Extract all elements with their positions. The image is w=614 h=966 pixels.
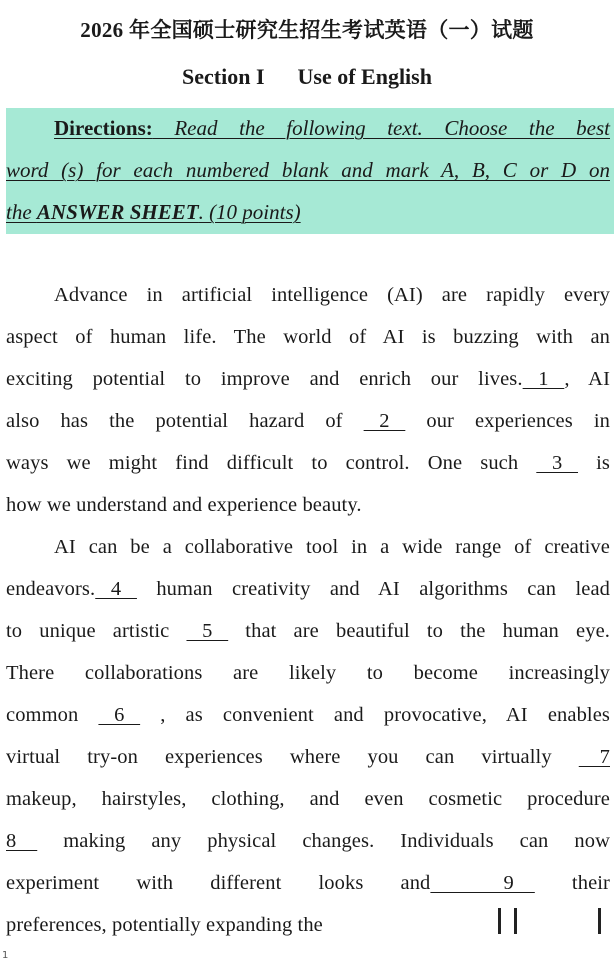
- text-segment: Advance in artificial intelligence (AI) are rapidly every: [54, 284, 610, 306]
- paragraph1-line-2: [6, 326, 610, 349]
- paragraph1-line-4: [6, 410, 610, 433]
- text-segment: human creativity and AI algorithms can lead: [136, 578, 610, 600]
- text-segment: experiment with different looks and: [6, 872, 431, 894]
- text-segment: makeup, hairstyles, clothing, and even cosmetic procedure: [6, 788, 610, 810]
- cropped-text-fragment: [498, 908, 608, 934]
- paragraph1-line-3: [6, 368, 610, 391]
- paragraph2-line-5: [6, 704, 610, 727]
- blank-5: 5: [186, 620, 229, 642]
- directions-text-3a: the: [6, 200, 37, 224]
- answer-sheet-label: ANSWER SHEET: [36, 200, 199, 224]
- directions-label: Directions:: [54, 116, 153, 140]
- blank-8: 8: [6, 830, 38, 852]
- text-segment: common: [6, 704, 99, 726]
- blank-4: 4: [95, 578, 137, 600]
- paragraph2-line-8: [6, 830, 610, 853]
- section-heading: Section I Use of English: [182, 64, 432, 89]
- text-segment: how we understand and experience beauty.: [6, 494, 362, 516]
- paragraph2-line-2: [6, 578, 610, 601]
- paragraph2-line-6: [6, 746, 610, 769]
- directions-line-1: [6, 116, 610, 141]
- paragraph2-line-3: [6, 620, 610, 643]
- paragraph2-line-1: [6, 536, 610, 559]
- text-segment: virtual try-on experiences where you can virtually: [6, 746, 579, 768]
- paragraph1-line-5: [6, 452, 610, 475]
- blank-9: 9: [430, 872, 535, 894]
- directions-text-1: Read the following text. Choose the best: [152, 116, 610, 140]
- blank-2: 2: [363, 410, 406, 432]
- text-segment: exciting potential to improve and enrich our lives.: [6, 368, 523, 390]
- text-segment: their: [534, 872, 610, 894]
- page-marker: 1: [2, 950, 9, 961]
- text-segment: our experiences in: [405, 410, 610, 432]
- text-segment: ways we might find difficult to control. One such: [6, 452, 537, 474]
- directions-line-2: word (s) for each numbered blank and mark A, B, C or D on: [6, 158, 610, 182]
- blank-6: 6: [98, 704, 141, 726]
- paragraph2-line-9: [6, 872, 610, 895]
- directions-box: [6, 108, 614, 234]
- blank-7: 7: [578, 746, 610, 768]
- blank-3: 3: [536, 452, 579, 474]
- text-segment: , as convenient and provocative, AI enables: [140, 704, 610, 726]
- text-segment: is: [578, 452, 610, 474]
- text-segment: AI can be a collaborative tool in a wide range of creative: [54, 536, 610, 558]
- directions-line-3: [6, 200, 301, 225]
- text-segment: aspect of human life. The world of AI is buzzing with an: [6, 326, 610, 348]
- paragraph2-line-4: [6, 662, 610, 685]
- paragraph2-line-7: [6, 788, 610, 811]
- text-segment: making any physical changes. Individuals can now: [37, 830, 610, 852]
- text-segment: that are beautiful to the human eye.: [228, 620, 610, 642]
- text-segment: preferences, potentially expanding the: [6, 914, 323, 936]
- paragraph1-line-6: [6, 494, 610, 517]
- paragraph1-line-1: [6, 284, 610, 307]
- text-segment: to unique artistic: [6, 620, 187, 642]
- text-segment: , AI: [564, 368, 610, 390]
- text-segment: There collaborations are likely to become increasingly: [6, 662, 610, 684]
- text-segment: also has the potential hazard of: [6, 410, 364, 432]
- exam-title: 2026 年全国硕士研究生招生考试英语（一）试题: [80, 18, 534, 42]
- blank-1: 1: [522, 368, 565, 390]
- text-segment: endeavors.: [6, 578, 96, 600]
- directions-text-3b: . (10 points): [198, 200, 301, 224]
